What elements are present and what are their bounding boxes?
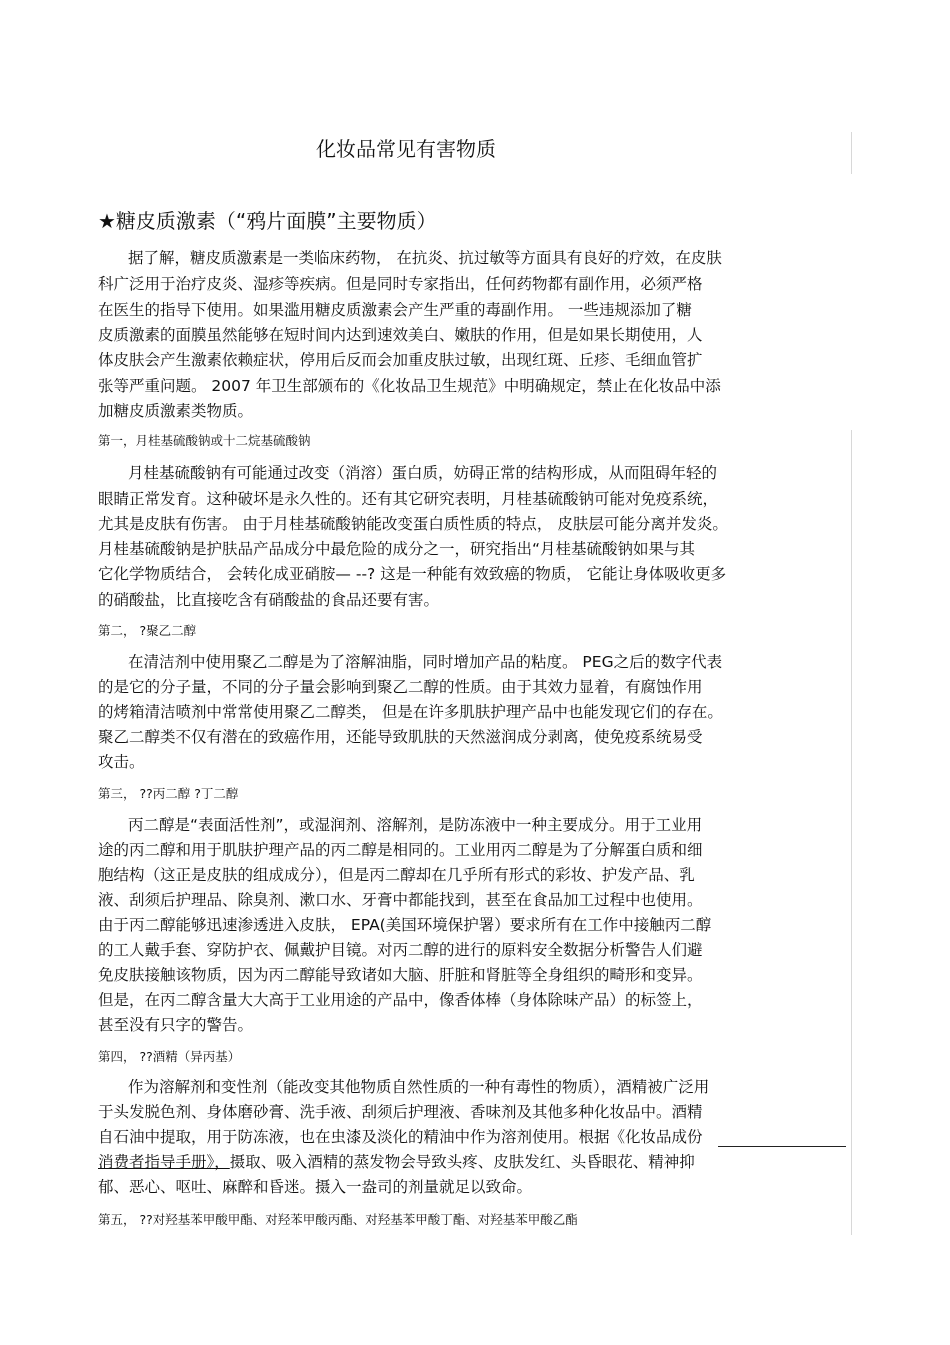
- paragraph-line: 攻击。: [98, 753, 145, 771]
- paragraph-line: 眼睛正常发育。这种破坏是永久性的。还有其它研究表明，月桂基硫酸钠可能对免疫系统，: [98, 490, 719, 508]
- paragraph-line: 月桂基硫酸钠有可能通过改变（消溶）蛋白质，妨碍正常的结构形成，从而阻碍年轻的: [128, 464, 718, 482]
- paragraph-line: 月桂基硫酸钠是护肤品产品成分中最危险的成分之一，研究指出“月桂基硫酸钠如果与其: [98, 540, 696, 558]
- page-title: 化妆品常见有害物质: [316, 137, 496, 161]
- paragraph-line: 它化学物质结合， 会转化成亚硝胺— --? 这是一种能有效致癌的物质， 它能让身体吸收更多: [98, 565, 727, 583]
- paragraph-line: 于头发脱色剂、身体磨砂膏、洗手液、刮须后护理液、香味剂及其他多种化妆品中。酒精: [98, 1103, 703, 1121]
- paragraph-line: 甚至没有只字的警告。: [98, 1016, 254, 1034]
- cited-book-title: 消费者指导手册》，: [98, 1153, 230, 1171]
- paragraph-line: 由于丙二醇能够迅速渗透进入皮肤， EPA(美国环境保护署）要求所有在工作中接触丙二醇: [98, 916, 712, 934]
- paragraph-line: 的硝酸盐，比直接吃含有硝酸盐的食品还要有害。: [98, 591, 440, 609]
- paragraph-line: 体皮肤会产生激素依赖症状，停用后反而会加重皮肤过敏，出现红斑、丘疹、毛细血管扩: [98, 351, 703, 369]
- paragraph-line: 张等严重问题。 2007 年卫生部颁布的《化妆品卫生规范》中明确规定，禁止在化妆品中添: [98, 377, 721, 395]
- paragraph-line: 免皮肤接触该物质，因为丙二醇能导致诸如大脑、肝脏和肾脏等全身组织的畸形和变异。: [98, 966, 703, 984]
- paragraph-line: 皮质激素的面膜虽然能够在短时间内达到速效美白、嫩肤的作用，但是如果长期使用，人: [98, 326, 703, 344]
- page-edge-line: [851, 430, 852, 1235]
- paragraph-line: 聚乙二醇类不仅有潜在的致癌作用，还能导致肌肤的天然滋润成分剥离，使免疫系统易受: [98, 728, 703, 746]
- underline-rule: [718, 1146, 846, 1147]
- paragraph-line: 胞结构（这正是皮肤的组成成分），但是丙二醇却在几乎所有形式的彩妆、护发产品、乳: [98, 866, 695, 884]
- subheading: 第四， ??酒精（异丙基）: [98, 1049, 241, 1064]
- subheading: 第二， ?聚乙二醇: [98, 623, 197, 638]
- paragraph-line: 在清洁剂中使用聚乙二醇是为了溶解油脂，同时增加产品的粘度。 PEG之后的数字代表: [128, 653, 723, 671]
- paragraph-line: 加糖皮质激素类物质。: [98, 402, 254, 420]
- paragraph-line: 尤其是皮肤有伤害。 由于月桂基硫酸钠能改变蛋白质性质的特点， 皮肤层可能分离并发炎。: [98, 515, 728, 533]
- paragraph-line: 但是，在丙二醇含量大大高于工业用途的产品中，像香体棒（身体除味产品）的标签上，: [98, 991, 703, 1009]
- paragraph-line: 自石油中提取，用于防冻液，也在虫漆及淡化的精油中作为溶剂使用。根据《化妆品成份: [98, 1128, 703, 1146]
- paragraph-line: 在医生的指导下使用。如果滥用糖皮质激素会产生严重的毒副作用。 一些违规添加了糖: [98, 301, 692, 319]
- paragraph-text: 摄取、吸入酒精的蒸发物会导致头疼、皮肤发红、头昏眼花、精神抑: [229, 1153, 695, 1171]
- subheading: 第三， ??丙二醇 ?丁二醇: [98, 786, 239, 801]
- subheading: 第五， ??对羟基苯甲酸甲酯、对羟苯甲酸丙酯、对羟基苯甲酸丁酯、对羟基苯甲酸乙酯: [98, 1212, 578, 1227]
- paragraph-line: 丙二醇是“表面活性剂”，或湿润剂、溶解剂，是防冻液中一种主要成分。用于工业用: [128, 816, 703, 834]
- paragraph-line: 的工人戴手套、穿防护衣、佩戴护目镜。对丙二醇的进行的原料安全数据分析警告人们避: [98, 941, 703, 959]
- subheading: 第一，月桂基硫酸钠或十二烷基硫酸钠: [98, 433, 311, 448]
- paragraph-line: 郁、恶心、呕吐、麻醉和昏迷。摄入一盎司的剂量就足以致命。: [98, 1178, 533, 1196]
- section-heading: ★糖皮质激素（“鸦片面膜”主要物质）: [98, 209, 437, 233]
- paragraph-line: 据了解，糖皮质激素是一类临床药物， 在抗炎、抗过敏等方面具有良好的疗效，在皮肤: [128, 249, 722, 267]
- paragraph-line: 的是它的分子量，不同的分子量会影响到聚乙二醇的性质。由于其效力显着，有腐蚀作用: [98, 678, 703, 696]
- paragraph-line: 途的丙二醇和用于肌肤护理产品的丙二醇是相同的。工业用丙二醇是为了分解蛋白质和细: [98, 841, 703, 859]
- paragraph-line: 科广泛用于治疗皮炎、湿疹等疾病。但是同时专家指出，任何药物都有副作用，必须严格: [98, 275, 703, 293]
- page-edge-line: [851, 132, 852, 174]
- paragraph-line: 的烤箱清洁喷剂中常常使用聚乙二醇类， 但是在许多肌肤护理产品中也能发现它们的存在。: [98, 703, 723, 721]
- paragraph-line: 液、刮须后护理品、除臭剂、漱口水、牙膏中都能找到，甚至在食品加工过程中也使用。: [98, 891, 703, 909]
- paragraph-line: 作为溶解剂和变性剂（能改变其他物质自然性质的一种有毒性的物质），酒精被广泛用: [128, 1078, 710, 1096]
- paragraph-line: [98, 1152, 695, 1172]
